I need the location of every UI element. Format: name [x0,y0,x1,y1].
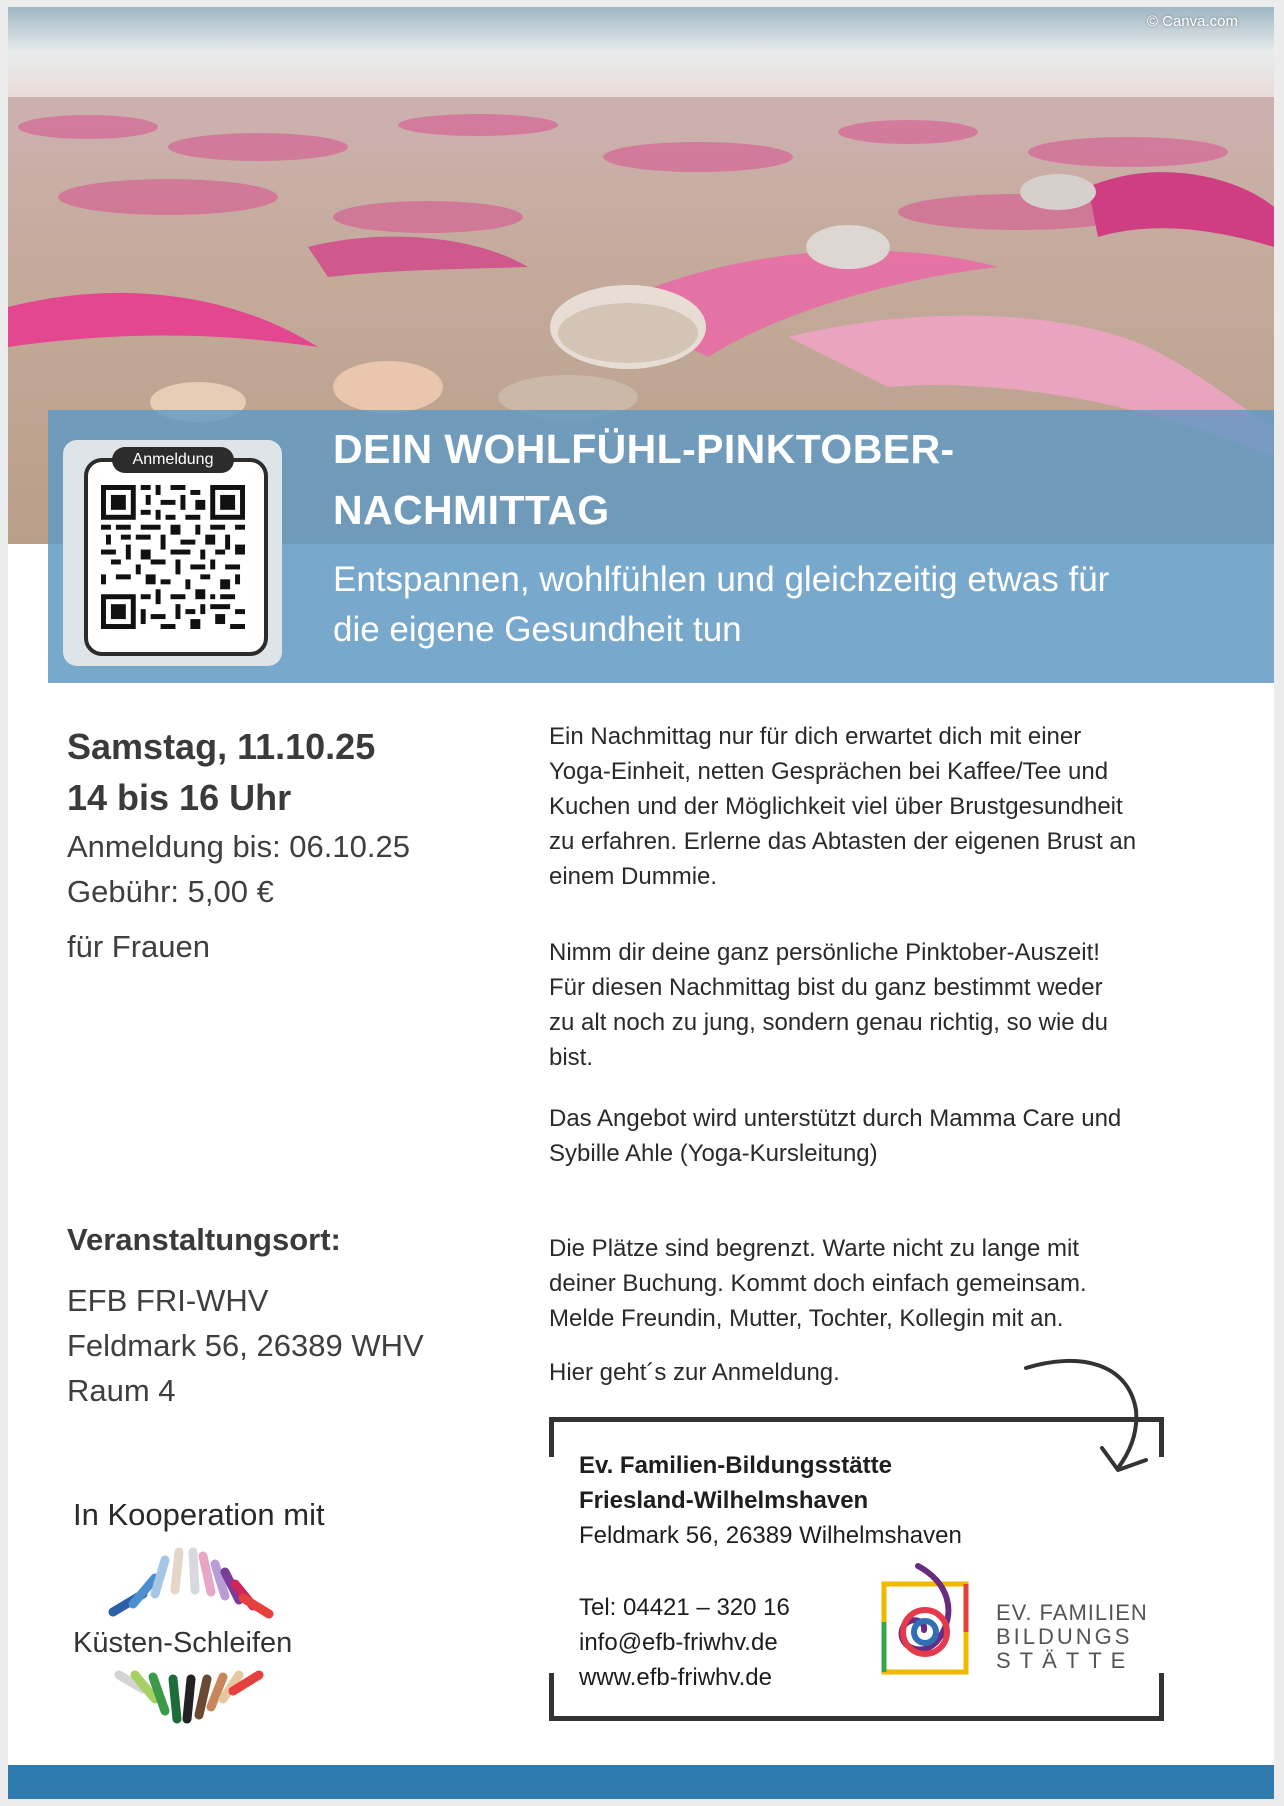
event-time: 14 bis 16 Uhr [67,777,292,818]
efb-logo-text [996,1601,1148,1673]
logo-line-2: BILDUNGS [996,1624,1133,1649]
ribbons-top-icon [103,1542,283,1622]
text-line: Die Plätze sind begrenzt. Warte nicht zu lange mit [549,1235,1080,1262]
event-fee: Gebühr: 5,00 € [67,874,274,909]
description-paragraph-1 [549,719,1229,894]
description-paragraph-2 [549,935,1229,1075]
text-line: zu erfahren. Erlerne das Abtasten der eigenen Brust an [549,828,1137,855]
event-date: Samstag, 11.10.25 [67,726,376,767]
registration-deadline: Anmeldung bis: 06.10.25 [67,829,410,864]
title-line-1: DEIN WOHLFÜHL-PINKTOBER- [333,426,955,472]
org-name-line-2: Friesland-Wilhelmshaven [579,1487,869,1514]
partner-name: Küsten-Schleifen [73,1627,293,1659]
cooperation-label: In Kooperation mit [73,1497,325,1532]
venue-address: Feldmark 56, 26389 WHV [67,1328,424,1363]
flyer-page [8,7,1274,1799]
logo-line-1: EV. FAMILIEN [996,1600,1148,1625]
ribbons-bottom-icon [113,1669,273,1727]
description-paragraph-3 [549,1101,1229,1171]
logo-line-3: STÄTTE [996,1648,1135,1673]
org-address: Feldmark 56, 26389 Wilhelmshaven [579,1522,962,1549]
org-website[interactable]: www.efb-friwhv.de [579,1664,772,1691]
text-line: zu alt noch zu jung, sondern genau richtig, so wie du [549,1009,1109,1036]
text-line: Ein Nachmittag nur für dich erwartet dich mit einer [549,723,1082,750]
event-audience: für Frauen [67,929,211,964]
venue-heading: Veranstaltungsort: [67,1222,341,1257]
text-line: Das Angebot wird unterstützt durch Mamma Care und [549,1105,1122,1132]
venue-room: Raum 4 [67,1373,176,1408]
qr-label: Anmeldung [112,447,234,473]
page-title [333,419,1233,541]
text-line: Yoga-Einheit, netten Gesprächen bei Kaffee/Tee und [549,758,1109,785]
registration-qr-code[interactable] [101,485,245,629]
org-name-line-1: Ev. Familien-Bildungsstätte [579,1452,892,1479]
subtitle-line-1: Entspannen, wohlfühlen und gleichzeitig etwas für [333,560,1110,599]
org-phone[interactable]: Tel: 04421 – 320 16 [579,1594,790,1621]
text-line: Nimm dir deine ganz persönliche Pinktober-Auszeit! [549,939,1100,966]
org-email[interactable]: info@efb-friwhv.de [579,1629,778,1656]
title-line-2: NACHMITTAG [333,487,610,533]
description-paragraph-4 [549,1231,1229,1336]
venue-name: EFB FRI-WHV [67,1283,269,1318]
text-line: deiner Buchung. Kommt doch einfach gemeinsam. [549,1270,1087,1297]
footer-bar [8,1765,1274,1799]
page-subtitle [333,555,1233,655]
text-line: Hier geht´s zur Anmeldung. [549,1359,840,1386]
text-line: Sybille Ahle (Yoga-Kursleitung) [549,1140,878,1167]
text-line: einem Dummie. [549,863,718,890]
text-line: Kuchen und der Möglichkeit viel über Brustgesundheit [549,793,1123,820]
text-line: Melde Freundin, Mutter, Tochter, Kollegin mit an. [549,1305,1064,1332]
text-line: Für diesen Nachmittag bist du ganz bestimmt weder [549,974,1103,1001]
efb-logo-icon [878,1562,990,1682]
subtitle-line-2: die eigene Gesundheit tun [333,610,742,649]
text-line: bist. [549,1044,594,1071]
copyright-note: © Canva.com [1146,13,1238,30]
